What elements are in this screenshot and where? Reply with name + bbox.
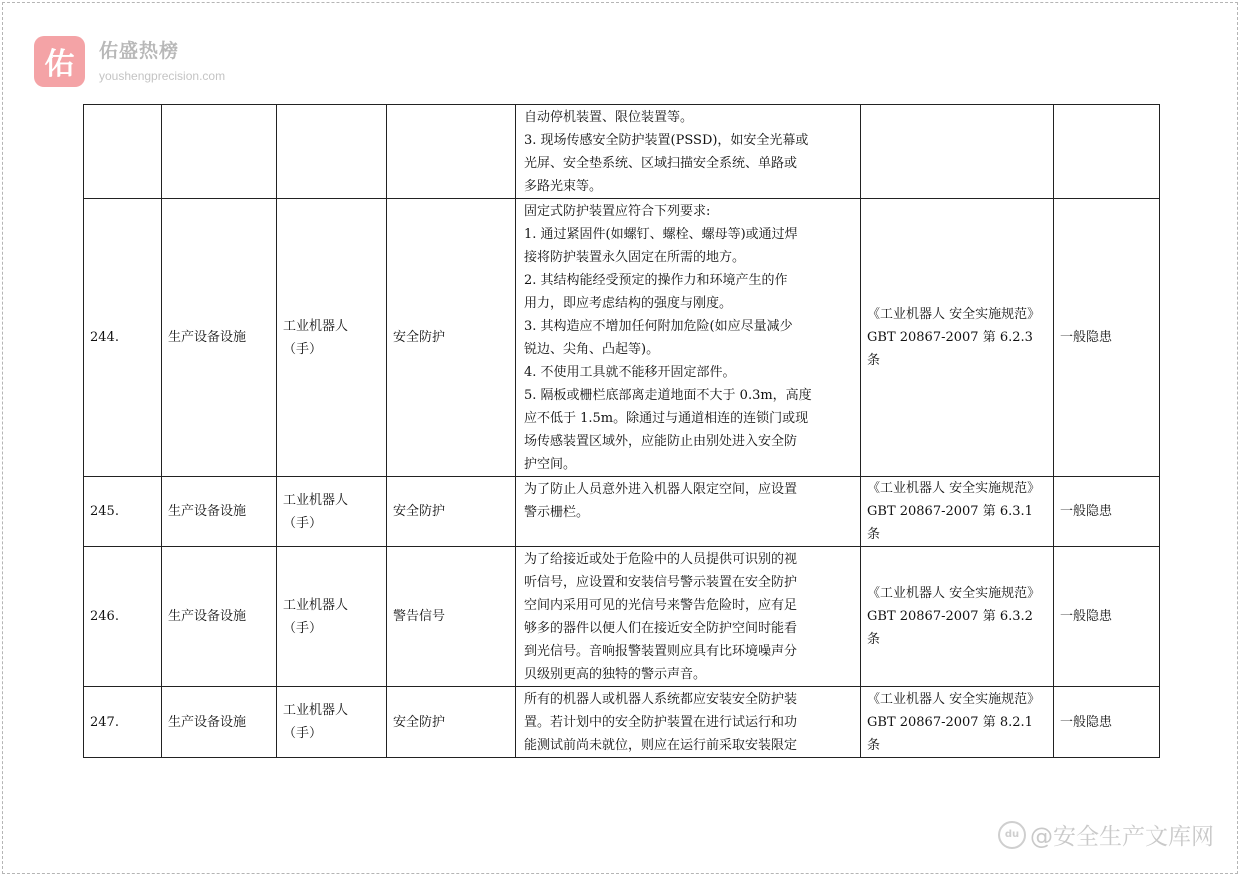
requirement-cell xyxy=(516,477,861,547)
basis-cell: 《工业机器人 安全实施规范》GBT 20867-2007 第 8.2.1 条 xyxy=(861,687,1054,758)
requirement-line: 用力，即应考虑结构的强度与刚度。 xyxy=(524,296,733,311)
requirement-line: 空间内采用可见的光信号来警告危险时，应有足 xyxy=(524,598,798,613)
du-paw-icon: du xyxy=(998,821,1026,849)
category-cell: 生产设备设施 xyxy=(162,477,277,547)
basis-cell xyxy=(861,105,1054,199)
requirement-line: 场传感装置区域外，应能防止由别处进入安全防 xyxy=(524,434,798,449)
row-number-cell xyxy=(84,105,162,199)
watermark-text: @安全生产文库网 xyxy=(1030,824,1214,850)
check-item-cell: 安全防护 xyxy=(387,687,516,758)
requirement-line: 应不低于 1.5m。除通过与通道相连的连锁门或现 xyxy=(524,411,809,426)
requirement-line: 为了防止人员意外进入机器人限定空间，应设置 xyxy=(524,482,798,497)
object-cell: 工业机器人（手） xyxy=(277,547,387,687)
row-number-cell: 244. xyxy=(84,199,162,477)
category-cell: 生产设备设施 xyxy=(162,687,277,758)
object-cell: 工业机器人（手） xyxy=(277,477,387,547)
object-cell: 工业机器人（手） xyxy=(277,687,387,758)
requirement-line: 2. 其结构能经受预定的操作力和环境产生的作 xyxy=(524,273,788,288)
hazard-standard-table xyxy=(83,104,1160,758)
requirement-line: 锐边、尖角、凸起等)。 xyxy=(524,342,660,357)
table-row xyxy=(84,105,1160,199)
category-cell: 生产设备设施 xyxy=(162,199,277,477)
requirement-line: 贝级别更高的独特的警示声音。 xyxy=(524,667,707,682)
requirement-cell xyxy=(516,199,861,477)
requirement-line: 光屏、安全垫系统、区域扫描安全系统、单路或 xyxy=(524,156,798,171)
check-item-cell: 安全防护 xyxy=(387,477,516,547)
brand-logo-icon: 佑 xyxy=(34,36,85,87)
table-row xyxy=(84,687,1160,758)
requirement-line: 1. 通过紧固件(如螺钉、螺栓、螺母等)或通过焊 xyxy=(524,227,798,242)
hazard-level-cell: 一般隐患 xyxy=(1054,547,1160,687)
requirement-line: 置。若计划中的安全防护装置在进行试运行和功 xyxy=(524,715,798,730)
basis-cell: 《工业机器人 安全实施规范》GBT 20867-2007 第 6.3.1 条 xyxy=(861,477,1054,547)
requirement-line: 能测试前尚未就位，则应在运行前采取安装限定 xyxy=(524,738,798,753)
object-cell: 工业机器人（手） xyxy=(277,199,387,477)
requirement-line: 听信号，应设置和安装信号警示装置在安全防护 xyxy=(524,575,798,590)
table-row xyxy=(84,477,1160,547)
requirement-line: 固定式防护装置应符合下列要求: xyxy=(524,204,711,219)
brand-text xyxy=(99,40,225,82)
watermark xyxy=(998,818,1214,851)
requirement-line: 多路光束等。 xyxy=(524,179,603,194)
requirement-line: 自动停机装置、限位装置等。 xyxy=(524,110,694,125)
requirement-line: 到光信号。音响报警装置则应具有比环境噪声分 xyxy=(524,644,798,659)
requirement-line: 3. 现场传感安全防护装置(PSSD)，如安全光幕或 xyxy=(524,133,809,148)
basis-cell: 《工业机器人 安全实施规范》GBT 20867-2007 第 6.2.3 条 xyxy=(861,199,1054,477)
row-number-cell: 246. xyxy=(84,547,162,687)
requirement-line: 接将防护装置永久固定在所需的地方。 xyxy=(524,250,746,265)
requirement-cell xyxy=(516,547,861,687)
check-item-cell: 警告信号 xyxy=(387,547,516,687)
hazard-level-cell: 一般隐患 xyxy=(1054,477,1160,547)
table-row xyxy=(84,199,1160,477)
requirement-line: 警示栅栏。 xyxy=(524,505,590,520)
brand-header xyxy=(34,35,225,87)
hazard-level-cell xyxy=(1054,105,1160,199)
requirement-line: 4. 不使用工具就不能移开固定部件。 xyxy=(524,365,736,380)
requirement-line: 护空间。 xyxy=(524,457,577,472)
object-cell xyxy=(277,105,387,199)
category-cell: 生产设备设施 xyxy=(162,547,277,687)
hazard-level-cell: 一般隐患 xyxy=(1054,199,1160,477)
requirement-line: 5. 隔板或栅栏底部离走道地面不大于 0.3m，高度 xyxy=(524,388,812,403)
check-item-cell xyxy=(387,105,516,199)
basis-cell: 《工业机器人 安全实施规范》GBT 20867-2007 第 6.3.2 条 xyxy=(861,547,1054,687)
brand-name: 佑盛热榜 xyxy=(99,40,180,62)
requirement-line: 3. 其构造应不增加任何附加危险(如应尽量减少 xyxy=(524,319,793,334)
requirement-line: 够多的器件以便人们在接近安全防护空间时能看 xyxy=(524,621,798,636)
table-row xyxy=(84,547,1160,687)
row-number-cell: 247. xyxy=(84,687,162,758)
requirement-cell xyxy=(516,105,861,199)
requirement-line: 所有的机器人或机器人系统都应安装安全防护装 xyxy=(524,692,798,707)
category-cell xyxy=(162,105,277,199)
check-item-cell: 安全防护 xyxy=(387,199,516,477)
requirement-line: 为了给接近或处于危险中的人员提供可识别的视 xyxy=(524,552,798,567)
hazard-level-cell: 一般隐患 xyxy=(1054,687,1160,758)
row-number-cell: 245. xyxy=(84,477,162,547)
brand-url: youshengprecision.com xyxy=(99,69,226,83)
requirement-cell xyxy=(516,687,861,758)
